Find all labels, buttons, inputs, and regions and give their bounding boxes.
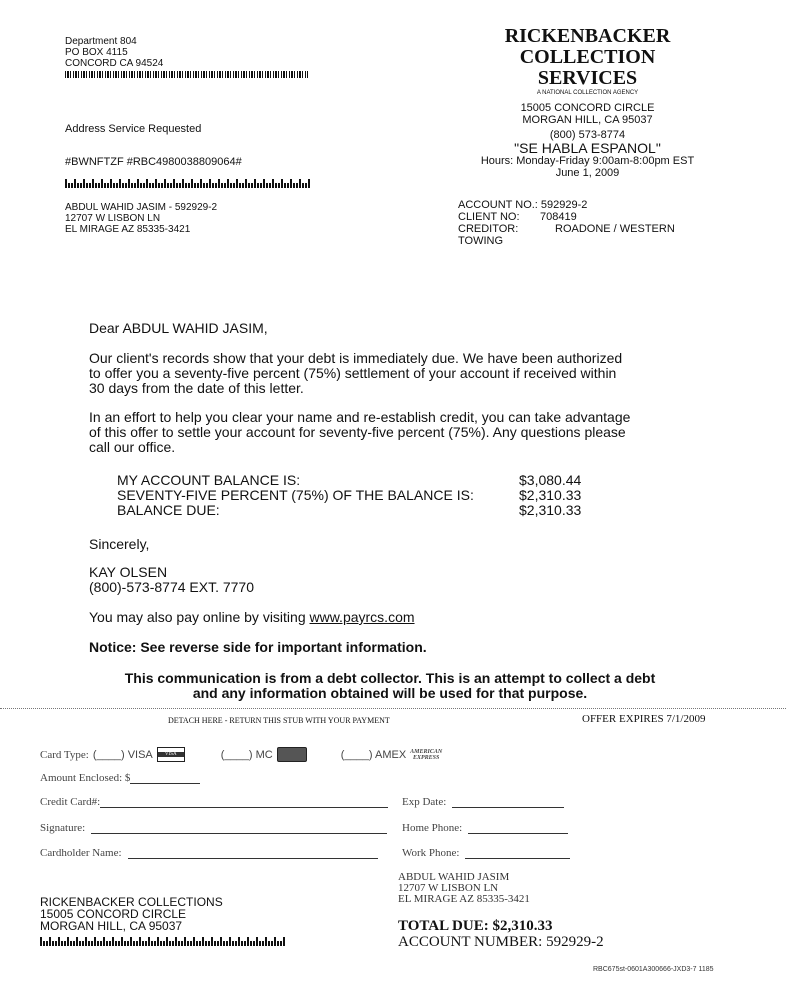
barcode-bar xyxy=(115,941,117,946)
agency-header xyxy=(455,26,720,179)
barcode-bar xyxy=(194,183,196,188)
barcode-bar xyxy=(100,941,102,946)
agency-name-3: SERVICES xyxy=(537,67,638,89)
barcode-bar xyxy=(127,941,129,946)
barcode-bar xyxy=(230,183,232,188)
account-number-row xyxy=(458,199,718,211)
balance-due-row xyxy=(117,503,597,518)
barcode-bar xyxy=(70,941,72,946)
barcode-bar xyxy=(308,179,310,188)
home-phone-input[interactable] xyxy=(468,821,568,834)
paragraph-2-line: of this offer to settle your account for seventy-five percent (75%). Any questions please xyxy=(89,424,626,440)
barcode-bar xyxy=(179,183,181,188)
barcode-bar xyxy=(257,183,259,188)
barcode-bar xyxy=(64,941,66,946)
barcode-bar xyxy=(175,937,177,946)
barcode-bar xyxy=(184,937,186,946)
barcode-bar xyxy=(95,183,97,188)
barcode-bar xyxy=(104,183,106,188)
barcode-bar xyxy=(145,941,147,946)
barcode-bar xyxy=(164,179,166,188)
barcode-bar xyxy=(182,179,184,188)
work-phone-input[interactable] xyxy=(465,846,570,859)
barcode-bar xyxy=(256,937,258,946)
exp-date-input[interactable] xyxy=(452,795,564,808)
payer-line-1: ABDUL WAHID JASIM xyxy=(398,871,510,883)
barcode-bar xyxy=(166,937,168,946)
barcode-bar xyxy=(224,183,226,188)
barcode-bar xyxy=(221,183,223,188)
barcode-bar xyxy=(139,937,141,946)
barcode-bar xyxy=(280,941,282,946)
barcode-bar xyxy=(61,941,63,946)
barcode-bar xyxy=(130,937,132,946)
barcode-bar xyxy=(143,183,145,188)
barcode-bar xyxy=(247,937,249,946)
recipient-line2: 12707 W LISBON LN xyxy=(65,213,161,224)
amex-logo-line-1: AMERICAN xyxy=(410,748,443,755)
payer-line-3: EL MIRAGE AZ 85335-3421 xyxy=(398,893,530,905)
barcode-bar xyxy=(259,941,261,946)
barcode-bar xyxy=(169,941,171,946)
barcode-bar xyxy=(92,179,94,188)
sender-dept: Department 804 xyxy=(65,36,137,47)
barcode-bar xyxy=(109,941,111,946)
barcode-bar xyxy=(269,183,271,188)
agency-name-2: COLLECTION xyxy=(519,46,656,68)
barcode-bar xyxy=(149,183,151,188)
barcode-bar xyxy=(151,941,153,946)
credit-card-label: Credit Card#: xyxy=(40,796,101,808)
barcode-bar xyxy=(193,937,195,946)
barcode-bar xyxy=(83,179,85,188)
stub-account-value: 592929-2 xyxy=(546,934,604,950)
barcode-bar xyxy=(85,937,87,946)
payer-address xyxy=(398,872,530,905)
barcode-bar xyxy=(49,937,51,946)
barcode-bar xyxy=(58,937,60,946)
barcode-bar xyxy=(137,179,139,188)
account-info xyxy=(458,199,718,247)
signature-row xyxy=(40,821,387,834)
barcode-bar xyxy=(52,941,54,946)
sender-pobox: PO BOX 4115 xyxy=(65,47,128,58)
barcode-bar xyxy=(142,941,144,946)
return-line-3: MORGAN HILL, CA 95037 xyxy=(40,919,183,933)
barcode-bar xyxy=(91,941,93,946)
barcode-bar xyxy=(152,183,154,188)
address-service: Address Service Requested xyxy=(65,123,202,135)
barcode-bar xyxy=(76,937,78,946)
barcode-bar xyxy=(119,179,121,188)
creditor-value: ROADONE / WESTERN xyxy=(555,223,675,235)
return-address xyxy=(40,896,223,932)
barcode-bar xyxy=(245,179,247,188)
barcode-bar xyxy=(290,179,292,188)
total-due: TOTAL DUE: $2,310.33 xyxy=(398,918,553,934)
amex-logo-line-2: EXPRESS xyxy=(413,754,440,761)
barcode-bar xyxy=(302,183,304,188)
barcode-bar xyxy=(89,183,91,188)
barcode-bar xyxy=(260,183,262,188)
imb-barcode xyxy=(65,179,315,188)
amex-option[interactable] xyxy=(341,749,406,761)
barcode-bar xyxy=(112,937,114,946)
barcode-bar xyxy=(146,179,148,188)
online-payment xyxy=(89,610,415,625)
barcode-bar xyxy=(98,183,100,188)
barcode-bar xyxy=(101,179,103,188)
barcode-bar xyxy=(124,941,126,946)
creditor-value-cont: TOWING xyxy=(458,235,504,247)
barcode-bar xyxy=(40,937,42,946)
barcode-bar xyxy=(232,941,234,946)
barcode-bar xyxy=(209,179,211,188)
disclaimer xyxy=(50,671,730,701)
mastercard-icon xyxy=(277,747,307,762)
paragraph-2-line: call our office. xyxy=(89,439,176,455)
paragraph-1-line: to offer you a seventy-five percent (75%) settlement of your account if received within xyxy=(89,365,617,381)
barcode-bar xyxy=(217,941,219,946)
barcode-bar xyxy=(97,941,99,946)
agency-hours: Hours: Monday-Friday 9:00am-8:00pm EST xyxy=(480,155,695,167)
notice: Notice: See reverse side for important information. xyxy=(89,639,427,655)
account-number-label: ACCOUNT NO.: xyxy=(458,199,538,211)
barcode-bar xyxy=(250,941,252,946)
visa-option[interactable] xyxy=(93,749,153,761)
settlement-row xyxy=(117,488,597,503)
barcode-bar xyxy=(155,179,157,188)
barcode-bar xyxy=(241,941,243,946)
greeting: Dear ABDUL WAHID JASIM, xyxy=(89,320,268,336)
cardholder-row xyxy=(40,846,378,859)
barcode-bar xyxy=(296,183,298,188)
credit-card-input[interactable] xyxy=(100,795,388,808)
barcode-bar xyxy=(148,937,150,946)
barcode-bar xyxy=(293,183,295,188)
barcode-bar xyxy=(157,937,159,946)
barcode-bar xyxy=(110,179,112,188)
visa-logo-text: VISA xyxy=(158,752,184,757)
client-number-value: 708419 xyxy=(540,211,577,223)
barcode-bar xyxy=(272,179,274,188)
barcode-bar xyxy=(170,183,172,188)
agency-tagline: A NATIONAL COLLECTION AGENCY xyxy=(536,90,639,96)
creditor-label: CREDITOR: xyxy=(458,223,519,235)
recipient-block xyxy=(65,202,217,235)
barcode-bar xyxy=(116,183,118,188)
amex-label: AMEX xyxy=(374,748,407,761)
exp-date-row xyxy=(402,795,564,808)
barcode-bar xyxy=(202,937,204,946)
barcode-bar xyxy=(71,183,73,188)
exp-date-label: Exp Date: xyxy=(402,796,447,808)
barcode-bar xyxy=(229,937,231,946)
paragraph-1-line: 30 days from the date of this letter. xyxy=(89,380,304,396)
detach-instruction: DETACH HERE - RETURN THIS STUB WITH YOUR PAYMENT xyxy=(168,716,390,725)
amex-blank: (____) xyxy=(340,748,373,761)
stub-account-number xyxy=(398,934,604,951)
sender-block xyxy=(65,36,163,69)
online-prefix: You may also pay online by visiting xyxy=(89,609,310,625)
barcode-bar xyxy=(251,183,253,188)
barcode-bar xyxy=(266,183,268,188)
barcode-bar xyxy=(88,941,90,946)
barcode-bar xyxy=(133,941,135,946)
signer-name: KAY OLSEN xyxy=(89,564,168,580)
barcode-bar xyxy=(103,937,105,946)
barcode-bar xyxy=(244,941,246,946)
signer-phone: (800)-573-8774 EXT. 7770 xyxy=(89,579,254,595)
barcode-bar xyxy=(154,941,156,946)
barcode-bar xyxy=(160,941,162,946)
amount-row xyxy=(40,771,200,784)
offer-expires: OFFER EXPIRES 7/1/2009 xyxy=(582,713,706,725)
recipient-line3: EL MIRAGE AZ 85335-3421 xyxy=(65,224,191,235)
agency-addr1: 15005 CONCORD CIRCLE xyxy=(520,102,655,114)
balance-table xyxy=(117,473,597,518)
barcode-bar xyxy=(190,941,192,946)
barcode-bar xyxy=(223,941,225,946)
barcode-bar xyxy=(275,183,277,188)
payment-link[interactable]: www.payrcs.com xyxy=(309,609,415,625)
barcode-bar xyxy=(94,937,96,946)
postal-barcode xyxy=(65,71,308,78)
barcode-bar xyxy=(185,183,187,188)
paragraph-2 xyxy=(89,410,709,455)
barcode-bar xyxy=(287,183,289,188)
barcode-bar xyxy=(80,183,82,188)
settlement-value: $2,310.33 xyxy=(519,487,582,503)
barcode-bar xyxy=(199,941,201,946)
agency-phone: (800) 573-8774 xyxy=(549,129,626,141)
barcode-bar xyxy=(55,941,57,946)
letter-date: June 1, 2009 xyxy=(555,167,620,179)
signature-block xyxy=(89,565,254,595)
barcode-bar xyxy=(281,179,283,188)
barcode-bar xyxy=(212,183,214,188)
barcode-bar xyxy=(82,941,84,946)
barcode-bar xyxy=(122,183,124,188)
barcode-bar xyxy=(205,941,207,946)
barcode-bar xyxy=(227,179,229,188)
barcode-bar xyxy=(121,937,123,946)
barcode-bar xyxy=(191,179,193,188)
barcode-bar xyxy=(173,179,175,188)
settlement-label: SEVENTY-FIVE PERCENT (75%) OF THE BALANCE IS: xyxy=(117,487,474,503)
barcode-bar xyxy=(136,941,138,946)
mc-option[interactable] xyxy=(221,749,273,761)
barcode-bar xyxy=(118,941,120,946)
barcode-bar xyxy=(197,183,199,188)
footer-code: RBC675st-0601A300666-JXD3-7 1185 xyxy=(593,966,714,973)
barcode-bar xyxy=(262,941,264,946)
payer-line-2: 12707 W LISBON LN xyxy=(398,882,499,894)
barcode-bar xyxy=(77,183,79,188)
barcode-bar xyxy=(67,937,69,946)
barcode-bar xyxy=(187,941,189,946)
visa-blank: (____) xyxy=(92,748,125,761)
barcode-bar xyxy=(46,941,48,946)
barcode-bar xyxy=(254,179,256,188)
disclaimer-line-1: This communication is from a debt collector. This is an attempt to collect a debt xyxy=(124,670,656,686)
home-phone-row xyxy=(402,821,568,834)
mc-label: MC xyxy=(255,748,273,761)
amex-logo-icon xyxy=(410,749,442,761)
paragraph-1 xyxy=(89,351,709,396)
barcode-bar xyxy=(131,183,133,188)
barcode-bar xyxy=(125,183,127,188)
barcode-bar xyxy=(211,937,213,946)
barcode-bar xyxy=(163,941,165,946)
balance-value: $3,080.44 xyxy=(519,472,582,488)
barcode-bar xyxy=(233,183,235,188)
letter-body xyxy=(89,321,709,455)
barcode-bar xyxy=(196,941,198,946)
agency-addr2: MORGAN HILL, CA 95037 xyxy=(522,114,653,126)
barcode-bar xyxy=(79,941,81,946)
barcode-bar xyxy=(278,183,280,188)
barcode-bar xyxy=(208,941,210,946)
barcode-bar xyxy=(248,183,250,188)
barcode-bar xyxy=(167,183,169,188)
barcode-bar xyxy=(178,941,180,946)
barcode-bar xyxy=(238,937,240,946)
barcode-bar xyxy=(253,941,255,946)
visa-card-icon xyxy=(157,747,185,762)
credit-card-row xyxy=(40,795,388,808)
home-phone-label: Home Phone: xyxy=(402,822,463,834)
barcode-bar xyxy=(283,937,285,946)
creditor-row xyxy=(458,223,718,235)
balance-due-label: BALANCE DUE: xyxy=(117,502,220,518)
barcode-bar xyxy=(215,183,217,188)
balance-due-value: $2,310.33 xyxy=(519,502,582,518)
barcode-bar xyxy=(158,183,160,188)
barcode-bar xyxy=(43,941,45,946)
signature-input[interactable] xyxy=(91,821,387,834)
barcode-bar xyxy=(73,941,75,946)
barcode-bar xyxy=(214,941,216,946)
barcode-bar xyxy=(128,179,130,188)
barcode-bar xyxy=(74,179,76,188)
card-type-row xyxy=(40,747,442,762)
detach-line xyxy=(0,708,786,709)
barcode-bar xyxy=(181,941,183,946)
barcode-bar xyxy=(284,183,286,188)
barcode-bar xyxy=(106,941,108,946)
barcode-bar xyxy=(176,183,178,188)
barcode-bar xyxy=(107,183,109,188)
barcode-bar xyxy=(271,941,273,946)
barcode-bar xyxy=(220,937,222,946)
barcode-bar xyxy=(65,179,67,188)
barcode-bar xyxy=(305,183,307,188)
barcode-bar xyxy=(161,183,163,188)
agency-name-1: RICKENBACKER xyxy=(504,25,671,47)
paragraph-2-line: In an effort to help you clear your name and re-establish credit, you can take advantage xyxy=(89,409,631,425)
cardholder-label: Cardholder Name: xyxy=(40,847,122,859)
barcode-bar xyxy=(206,183,208,188)
reference-code: #BWNFTZF #RBC4980038809064# xyxy=(65,156,242,168)
barcode-bar xyxy=(200,179,202,188)
work-phone-label: Work Phone: xyxy=(402,847,460,859)
barcode-bar xyxy=(239,183,241,188)
visa-label: VISA xyxy=(127,748,153,761)
barcode-bar xyxy=(226,941,228,946)
disclaimer-line-2: and any information obtained will be used for that purpose. xyxy=(192,685,588,701)
agency-espanol: "SE HABLA ESPANOL" xyxy=(514,140,661,156)
barcode-bar xyxy=(236,179,238,188)
sender-city: CONCORD CA 94524 xyxy=(65,58,164,69)
barcode-bar xyxy=(113,183,115,188)
barcode-bar xyxy=(68,183,70,188)
client-number-row xyxy=(458,211,718,223)
mc-blank: (____) xyxy=(220,748,253,761)
barcode-bar xyxy=(263,179,265,188)
barcode-bar xyxy=(265,937,267,946)
barcode-bar xyxy=(140,183,142,188)
barcode-bar xyxy=(134,183,136,188)
balance-row xyxy=(117,473,597,488)
recipient-line1: ABDUL WAHID JASIM - 592929-2 xyxy=(65,202,218,213)
amount-label: Amount Enclosed: $ xyxy=(40,772,131,784)
client-number-label: CLIENT NO: xyxy=(458,211,520,223)
account-number-value: 592929-2 xyxy=(540,199,588,211)
barcode-bar xyxy=(235,941,237,946)
barcode-bar xyxy=(299,179,301,188)
signature-label: Signature: xyxy=(40,822,86,834)
return-barcode xyxy=(40,937,290,946)
return-line-1: RICKENBACKER COLLECTIONS xyxy=(40,895,223,909)
barcode-bar xyxy=(268,941,270,946)
barcode-bar xyxy=(218,179,220,188)
amount-input[interactable] xyxy=(130,771,200,784)
barcode-bar xyxy=(172,941,174,946)
barcode-bar xyxy=(203,183,205,188)
balance-label: MY ACCOUNT BALANCE IS: xyxy=(117,472,301,488)
stub-account-label: ACCOUNT NUMBER: xyxy=(398,934,543,950)
barcode-bar xyxy=(274,937,276,946)
closing: Sincerely, xyxy=(89,536,150,552)
paragraph-1-line: Our client's records show that your debt is immediately due. We have been authorized xyxy=(89,350,623,366)
cardholder-input[interactable] xyxy=(128,846,378,859)
barcode-bar xyxy=(188,183,190,188)
work-phone-row xyxy=(402,846,570,859)
card-type-label: Card Type: xyxy=(40,748,89,761)
barcode-bar xyxy=(277,941,279,946)
barcode-bar xyxy=(242,183,244,188)
barcode-bar xyxy=(86,183,88,188)
return-line-2: 15005 CONCORD CIRCLE xyxy=(40,907,187,921)
